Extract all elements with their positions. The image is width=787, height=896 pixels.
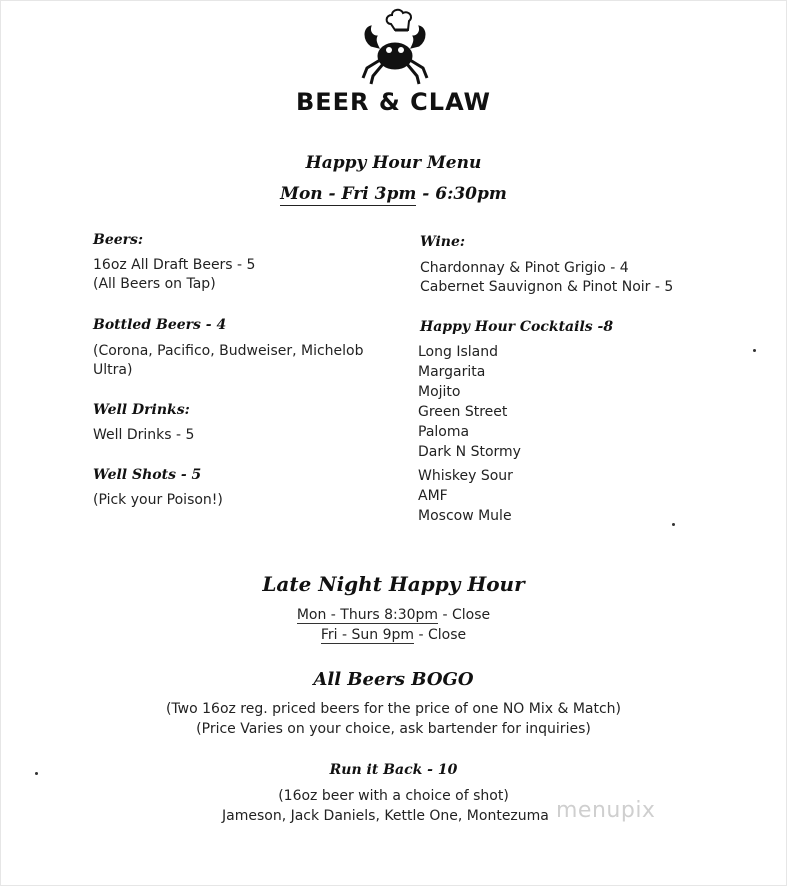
cocktail-item: Paloma	[418, 424, 470, 440]
bogo-line-2: (Price Varies on your choice, ask bartender for inquiries)	[196, 721, 591, 737]
cocktail-item: Long Island	[418, 344, 498, 360]
speck	[672, 523, 675, 526]
menu-hours-end: - 6:30pm	[416, 184, 507, 204]
brand-name: BEER & CLAW	[295, 88, 492, 116]
menupix-watermark: menupix	[556, 798, 656, 823]
menu-hours	[0, 184, 787, 204]
beers-line-2: (All Beers on Tap)	[93, 276, 216, 292]
cocktail-item: Dark N Stormy	[418, 444, 521, 460]
menu-title: Happy Hour Menu	[305, 153, 482, 173]
beers-line-1: 16oz All Draft Beers - 5	[93, 257, 256, 273]
run-it-back-title: Run it Back - 10	[329, 762, 458, 778]
late-night-days-2: Fri - Sun 9pm	[320, 627, 415, 643]
run-it-back-line-2: Jameson, Jack Daniels, Kettle One, Montezuma	[222, 808, 549, 824]
wine-line-1: Chardonnay & Pinot Grigio - 4	[420, 260, 629, 276]
cocktail-item: Margarita	[418, 364, 486, 380]
speck	[35, 772, 38, 775]
cocktails-heading: Happy Hour Cocktails -8	[420, 319, 614, 335]
late-night-title: Late Night Happy Hour	[262, 572, 525, 596]
bottled-heading: Bottled Beers - 4	[93, 317, 227, 333]
cocktail-item: Moscow Mule	[418, 508, 512, 524]
wine-line-2: Cabernet Sauvignon & Pinot Noir - 5	[420, 279, 674, 295]
well-shots-heading: Well Shots - 5	[93, 467, 202, 483]
speck	[753, 349, 756, 352]
well-drinks-line: Well Drinks - 5	[93, 427, 195, 443]
well-shots-line: (Pick your Poison!)	[93, 492, 223, 508]
well-drinks-heading: Well Drinks:	[93, 402, 190, 418]
cocktail-item: AMF	[418, 488, 448, 504]
late-night-close-1: - Close	[438, 607, 491, 623]
run-it-back-line-1: (16oz beer with a choice of shot)	[278, 788, 509, 804]
crab-chef-logo	[355, 6, 435, 88]
wine-heading: Wine:	[420, 234, 466, 250]
late-night-close-2: - Close	[414, 627, 467, 643]
menu-hours-days: Mon - Fri 3pm	[280, 184, 417, 204]
beers-heading: Beers:	[93, 232, 144, 248]
bogo-title: All Beers BOGO	[313, 669, 474, 690]
bogo-line-1: (Two 16oz reg. priced beers for the price of one NO Mix & Match)	[165, 701, 622, 717]
cocktail-item: Whiskey Sour	[418, 468, 513, 484]
bottled-line-1: (Corona, Pacifico, Budweiser, Michelob	[93, 343, 364, 359]
late-night-line-2	[0, 625, 787, 645]
late-night-line-1	[0, 605, 787, 625]
cocktail-item: Green Street	[418, 404, 508, 420]
cocktail-item: Mojito	[418, 384, 461, 400]
late-night-days-1: Mon - Thurs 8:30pm	[296, 607, 439, 623]
bottled-line-2: Ultra)	[93, 362, 133, 378]
